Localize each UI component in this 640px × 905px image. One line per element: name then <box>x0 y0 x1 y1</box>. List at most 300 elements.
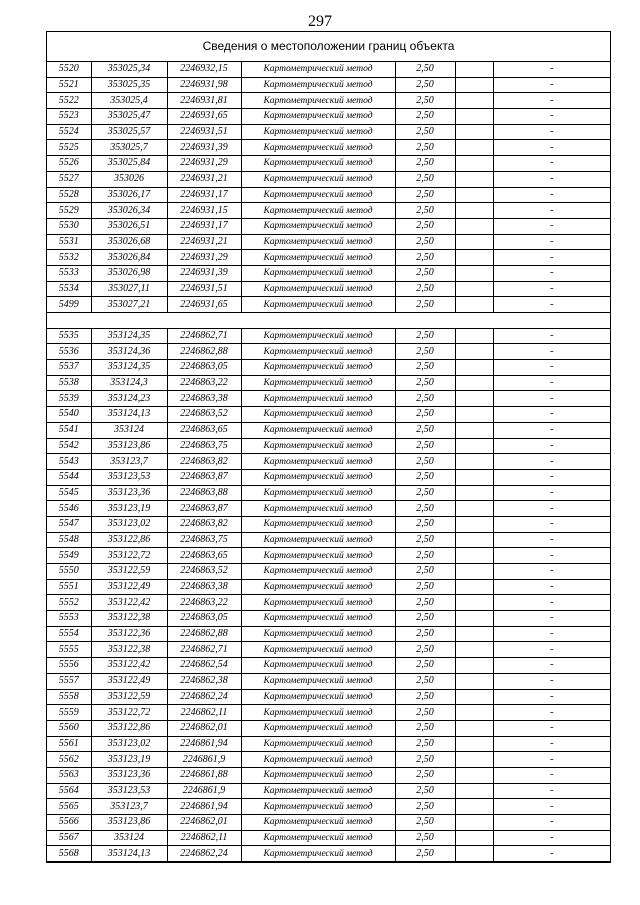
y-coordinate-cell: 2246863,75 <box>167 438 241 454</box>
description-cell: - <box>493 109 610 125</box>
method-cell: Картометрический метод <box>241 297 395 313</box>
point-number-cell: 5520 <box>47 62 91 77</box>
description-cell: - <box>493 171 610 187</box>
point-number-cell: 5530 <box>47 218 91 234</box>
empty-cell <box>455 218 493 234</box>
method-cell: Картометрический метод <box>241 579 395 595</box>
point-number-cell: 5538 <box>47 375 91 391</box>
accuracy-cell: 2,50 <box>395 485 455 501</box>
x-coordinate-cell: 353027,21 <box>91 297 167 313</box>
empty-cell <box>455 548 493 564</box>
table-row <box>47 281 610 297</box>
method-cell: Картометрический метод <box>241 767 395 783</box>
accuracy-cell: 2,50 <box>395 187 455 203</box>
point-number-cell: 5545 <box>47 485 91 501</box>
description-cell: - <box>493 516 610 532</box>
description-cell: - <box>493 203 610 219</box>
y-coordinate-cell: 2246863,38 <box>167 579 241 595</box>
point-number-cell: 5555 <box>47 642 91 658</box>
accuracy-cell: 2,50 <box>395 579 455 595</box>
table-row <box>47 689 610 705</box>
empty-cell <box>455 485 493 501</box>
x-coordinate-cell: 353025,4 <box>91 93 167 109</box>
accuracy-cell: 2,50 <box>395 391 455 407</box>
x-coordinate-cell: 353026,17 <box>91 187 167 203</box>
y-coordinate-cell: 2246863,22 <box>167 375 241 391</box>
x-coordinate-cell: 353123,53 <box>91 469 167 485</box>
table-row <box>47 548 610 564</box>
description-cell: - <box>493 218 610 234</box>
empty-cell <box>455 156 493 172</box>
description-cell: - <box>493 375 610 391</box>
point-number-cell: 5567 <box>47 830 91 846</box>
description-cell: - <box>493 156 610 172</box>
y-coordinate-cell: 2246863,38 <box>167 391 241 407</box>
x-coordinate-cell: 353026,51 <box>91 218 167 234</box>
point-number-cell: 5499 <box>47 297 91 313</box>
point-number-cell: 5556 <box>47 658 91 674</box>
accuracy-cell: 2,50 <box>395 140 455 156</box>
point-number-cell: 5527 <box>47 171 91 187</box>
y-coordinate-cell: 2246862,11 <box>167 705 241 721</box>
table-row <box>47 234 610 250</box>
x-coordinate-cell: 353124 <box>91 830 167 846</box>
x-coordinate-cell: 353025,7 <box>91 140 167 156</box>
y-coordinate-cell: 2246862,88 <box>167 626 241 642</box>
description-cell: - <box>493 658 610 674</box>
y-coordinate-cell: 2246863,87 <box>167 501 241 517</box>
empty-cell <box>455 720 493 736</box>
empty-cell <box>455 171 493 187</box>
accuracy-cell: 2,50 <box>395 250 455 266</box>
y-coordinate-cell: 2246931,51 <box>167 281 241 297</box>
accuracy-cell: 2,50 <box>395 328 455 344</box>
empty-cell <box>455 140 493 156</box>
method-cell: Картометрический метод <box>241 626 395 642</box>
y-coordinate-cell: 2246931,17 <box>167 187 241 203</box>
accuracy-cell: 2,50 <box>395 767 455 783</box>
method-cell: Картометрический метод <box>241 454 395 470</box>
x-coordinate-cell: 353026,84 <box>91 250 167 266</box>
x-coordinate-cell: 353124 <box>91 422 167 438</box>
method-cell: Картометрический метод <box>241 485 395 501</box>
x-coordinate-cell: 353122,72 <box>91 548 167 564</box>
empty-cell <box>455 501 493 517</box>
method-cell: Картометрический метод <box>241 140 395 156</box>
method-cell: Картометрический метод <box>241 171 395 187</box>
accuracy-cell: 2,50 <box>395 783 455 799</box>
accuracy-cell: 2,50 <box>395 375 455 391</box>
section-title: Сведения о местоположении границ объекта <box>47 32 610 62</box>
accuracy-cell: 2,50 <box>395 218 455 234</box>
table-row <box>47 328 610 344</box>
y-coordinate-cell: 2246863,05 <box>167 611 241 627</box>
x-coordinate-cell: 353123,02 <box>91 516 167 532</box>
description-cell: - <box>493 720 610 736</box>
method-cell: Картометрический метод <box>241 846 395 862</box>
method-cell: Картометрический метод <box>241 830 395 846</box>
x-coordinate-cell: 353123,86 <box>91 815 167 831</box>
table-row <box>47 736 610 752</box>
accuracy-cell: 2,50 <box>395 595 455 611</box>
empty-cell <box>455 265 493 281</box>
y-coordinate-cell: 2246931,15 <box>167 203 241 219</box>
x-coordinate-cell: 353122,49 <box>91 673 167 689</box>
method-cell: Картометрический метод <box>241 658 395 674</box>
x-coordinate-cell: 353122,49 <box>91 579 167 595</box>
description-cell: - <box>493 250 610 266</box>
point-number-cell: 5558 <box>47 689 91 705</box>
table-row <box>47 532 610 548</box>
empty-cell <box>455 124 493 140</box>
y-coordinate-cell: 2246863,52 <box>167 407 241 423</box>
empty-cell <box>455 344 493 360</box>
description-cell: - <box>493 548 610 564</box>
x-coordinate-cell: 353027,11 <box>91 281 167 297</box>
x-coordinate-cell: 353122,42 <box>91 658 167 674</box>
description-cell: - <box>493 469 610 485</box>
accuracy-cell: 2,50 <box>395 720 455 736</box>
empty-cell <box>455 203 493 219</box>
point-number-cell: 5529 <box>47 203 91 219</box>
y-coordinate-cell: 2246931,29 <box>167 156 241 172</box>
description-cell: - <box>493 328 610 344</box>
method-cell: Картометрический метод <box>241 281 395 297</box>
point-number-cell: 5550 <box>47 564 91 580</box>
empty-cell <box>455 799 493 815</box>
x-coordinate-cell: 353026,34 <box>91 203 167 219</box>
table-row <box>47 344 610 360</box>
accuracy-cell: 2,50 <box>395 265 455 281</box>
y-coordinate-cell: 2246931,65 <box>167 297 241 313</box>
table-row <box>47 783 610 799</box>
point-number-cell: 5551 <box>47 579 91 595</box>
y-coordinate-cell: 2246863,82 <box>167 454 241 470</box>
x-coordinate-cell: 353123,7 <box>91 454 167 470</box>
point-number-cell: 5524 <box>47 124 91 140</box>
y-coordinate-cell: 2246931,29 <box>167 250 241 266</box>
empty-cell <box>455 187 493 203</box>
description-cell: - <box>493 438 610 454</box>
point-number-cell: 5547 <box>47 516 91 532</box>
accuracy-cell: 2,50 <box>395 93 455 109</box>
empty-cell <box>455 705 493 721</box>
empty-cell <box>455 564 493 580</box>
point-number-cell: 5561 <box>47 736 91 752</box>
accuracy-cell: 2,50 <box>395 626 455 642</box>
point-number-cell: 5522 <box>47 93 91 109</box>
x-coordinate-cell: 353124,3 <box>91 375 167 391</box>
method-cell: Картометрический метод <box>241 93 395 109</box>
accuracy-cell: 2,50 <box>395 281 455 297</box>
accuracy-cell: 2,50 <box>395 799 455 815</box>
point-number-cell: 5563 <box>47 767 91 783</box>
method-cell: Картометрический метод <box>241 422 395 438</box>
y-coordinate-cell: 2246862,24 <box>167 846 241 862</box>
empty-cell <box>455 281 493 297</box>
x-coordinate-cell: 353025,47 <box>91 109 167 125</box>
method-cell: Картометрический метод <box>241 532 395 548</box>
method-cell: Картометрический метод <box>241 799 395 815</box>
method-cell: Картометрический метод <box>241 611 395 627</box>
y-coordinate-cell: 2246932,15 <box>167 62 241 77</box>
accuracy-cell: 2,50 <box>395 815 455 831</box>
x-coordinate-cell: 353124,35 <box>91 360 167 376</box>
description-cell: - <box>493 689 610 705</box>
method-cell: Картометрический метод <box>241 124 395 140</box>
y-coordinate-cell: 2246931,21 <box>167 171 241 187</box>
method-cell: Картометрический метод <box>241 187 395 203</box>
table-row <box>47 767 610 783</box>
description-cell: - <box>493 124 610 140</box>
empty-cell <box>455 752 493 768</box>
method-cell: Картометрический метод <box>241 407 395 423</box>
accuracy-cell: 2,50 <box>395 532 455 548</box>
point-number-cell: 5564 <box>47 783 91 799</box>
accuracy-cell: 2,50 <box>395 297 455 313</box>
description-cell: - <box>493 187 610 203</box>
table-row <box>47 375 610 391</box>
description-cell: - <box>493 799 610 815</box>
table-row <box>47 611 610 627</box>
description-cell: - <box>493 815 610 831</box>
table-row <box>47 469 610 485</box>
point-number-cell: 5534 <box>47 281 91 297</box>
method-cell: Картометрический метод <box>241 109 395 125</box>
y-coordinate-cell: 2246931,39 <box>167 140 241 156</box>
table-row <box>47 846 610 862</box>
x-coordinate-cell: 353026,98 <box>91 265 167 281</box>
method-cell: Картометрический метод <box>241 360 395 376</box>
point-number-cell: 5542 <box>47 438 91 454</box>
empty-cell <box>455 846 493 862</box>
method-cell: Картометрический метод <box>241 736 395 752</box>
point-number-cell: 5554 <box>47 626 91 642</box>
empty-cell <box>455 815 493 831</box>
description-cell: - <box>493 297 610 313</box>
x-coordinate-cell: 353025,34 <box>91 62 167 77</box>
description-cell: - <box>493 265 610 281</box>
x-coordinate-cell: 353025,84 <box>91 156 167 172</box>
y-coordinate-cell: 2246862,01 <box>167 720 241 736</box>
y-coordinate-cell: 2246861,94 <box>167 736 241 752</box>
coordinates-table <box>47 62 610 862</box>
boundary-table-sheet <box>46 31 611 863</box>
method-cell: Картометрический метод <box>241 689 395 705</box>
method-cell: Картометрический метод <box>241 344 395 360</box>
x-coordinate-cell: 353123,36 <box>91 767 167 783</box>
table-row <box>47 705 610 721</box>
empty-cell <box>455 93 493 109</box>
table-row <box>47 658 610 674</box>
x-coordinate-cell: 353124,13 <box>91 846 167 862</box>
y-coordinate-cell: 2246862,01 <box>167 815 241 831</box>
point-number-cell: 5565 <box>47 799 91 815</box>
y-coordinate-cell: 2246931,51 <box>167 124 241 140</box>
point-number-cell: 5536 <box>47 344 91 360</box>
table-row <box>47 642 610 658</box>
empty-cell <box>455 109 493 125</box>
table-row <box>47 93 610 109</box>
point-number-cell: 5523 <box>47 109 91 125</box>
description-cell: - <box>493 281 610 297</box>
method-cell: Картометрический метод <box>241 595 395 611</box>
description-cell: - <box>493 485 610 501</box>
x-coordinate-cell: 353123,36 <box>91 485 167 501</box>
x-coordinate-cell: 353123,19 <box>91 752 167 768</box>
y-coordinate-cell: 2246863,82 <box>167 516 241 532</box>
y-coordinate-cell: 2246931,39 <box>167 265 241 281</box>
table-row <box>47 516 610 532</box>
method-cell: Картометрический метод <box>241 673 395 689</box>
point-number-cell: 5552 <box>47 595 91 611</box>
description-cell: - <box>493 391 610 407</box>
y-coordinate-cell: 2246863,75 <box>167 532 241 548</box>
empty-cell <box>455 234 493 250</box>
method-cell: Картометрический метод <box>241 705 395 721</box>
empty-cell <box>455 830 493 846</box>
table-row <box>47 109 610 125</box>
table-row <box>47 815 610 831</box>
x-coordinate-cell: 353124,36 <box>91 344 167 360</box>
description-cell: - <box>493 564 610 580</box>
y-coordinate-cell: 2246931,21 <box>167 234 241 250</box>
description-cell: - <box>493 626 610 642</box>
empty-cell <box>455 532 493 548</box>
table-row <box>47 830 610 846</box>
table-row <box>47 187 610 203</box>
description-cell: - <box>493 830 610 846</box>
empty-cell <box>455 391 493 407</box>
y-coordinate-cell: 2246862,11 <box>167 830 241 846</box>
empty-cell <box>455 77 493 93</box>
point-number-cell: 5539 <box>47 391 91 407</box>
y-coordinate-cell: 2246863,05 <box>167 360 241 376</box>
method-cell: Картометрический метод <box>241 501 395 517</box>
description-cell: - <box>493 344 610 360</box>
table-row <box>47 799 610 815</box>
empty-cell <box>455 250 493 266</box>
table-row <box>47 77 610 93</box>
method-cell: Картометрический метод <box>241 815 395 831</box>
empty-cell <box>455 407 493 423</box>
empty-cell <box>455 62 493 77</box>
page-number: 297 <box>308 13 332 30</box>
empty-cell <box>455 438 493 454</box>
empty-cell <box>455 767 493 783</box>
empty-cell <box>455 297 493 313</box>
method-cell: Картометрический метод <box>241 265 395 281</box>
accuracy-cell: 2,50 <box>395 564 455 580</box>
group-separator-row <box>47 313 610 329</box>
empty-cell <box>455 673 493 689</box>
description-cell: - <box>493 422 610 438</box>
point-number-cell: 5546 <box>47 501 91 517</box>
y-coordinate-cell: 2246862,71 <box>167 642 241 658</box>
accuracy-cell: 2,50 <box>395 501 455 517</box>
y-coordinate-cell: 2246862,71 <box>167 328 241 344</box>
empty-cell <box>455 579 493 595</box>
description-cell: - <box>493 611 610 627</box>
empty-cell <box>455 658 493 674</box>
table-row <box>47 360 610 376</box>
empty-cell <box>455 642 493 658</box>
table-row <box>47 720 610 736</box>
accuracy-cell: 2,50 <box>395 344 455 360</box>
accuracy-cell: 2,50 <box>395 516 455 532</box>
point-number-cell: 5557 <box>47 673 91 689</box>
method-cell: Картометрический метод <box>241 375 395 391</box>
accuracy-cell: 2,50 <box>395 407 455 423</box>
point-number-cell: 5543 <box>47 454 91 470</box>
y-coordinate-cell: 2246863,52 <box>167 564 241 580</box>
x-coordinate-cell: 353123,86 <box>91 438 167 454</box>
x-coordinate-cell: 353123,53 <box>91 783 167 799</box>
description-cell: - <box>493 846 610 862</box>
accuracy-cell: 2,50 <box>395 124 455 140</box>
x-coordinate-cell: 353026,68 <box>91 234 167 250</box>
y-coordinate-cell: 2246862,88 <box>167 344 241 360</box>
accuracy-cell: 2,50 <box>395 736 455 752</box>
point-number-cell: 5535 <box>47 328 91 344</box>
table-row <box>47 485 610 501</box>
method-cell: Картометрический метод <box>241 783 395 799</box>
description-cell: - <box>493 501 610 517</box>
empty-cell <box>455 595 493 611</box>
y-coordinate-cell: 2246861,94 <box>167 799 241 815</box>
y-coordinate-cell: 2246863,65 <box>167 422 241 438</box>
empty-cell <box>455 516 493 532</box>
empty-cell <box>455 783 493 799</box>
accuracy-cell: 2,50 <box>395 830 455 846</box>
y-coordinate-cell: 2246862,24 <box>167 689 241 705</box>
empty-cell <box>455 375 493 391</box>
table-row <box>47 626 610 642</box>
method-cell: Картометрический метод <box>241 218 395 234</box>
point-number-cell: 5531 <box>47 234 91 250</box>
point-number-cell: 5568 <box>47 846 91 862</box>
x-coordinate-cell: 353123,7 <box>91 799 167 815</box>
table-row <box>47 156 610 172</box>
y-coordinate-cell: 2246931,17 <box>167 218 241 234</box>
description-cell: - <box>493 783 610 799</box>
accuracy-cell: 2,50 <box>395 109 455 125</box>
table-row <box>47 673 610 689</box>
description-cell: - <box>493 642 610 658</box>
method-cell: Картометрический метод <box>241 469 395 485</box>
description-cell: - <box>493 454 610 470</box>
method-cell: Картометрический метод <box>241 720 395 736</box>
empty-cell <box>455 328 493 344</box>
description-cell: - <box>493 673 610 689</box>
empty-cell <box>455 422 493 438</box>
accuracy-cell: 2,50 <box>395 752 455 768</box>
point-number-cell: 5541 <box>47 422 91 438</box>
point-number-cell: 5533 <box>47 265 91 281</box>
point-number-cell: 5544 <box>47 469 91 485</box>
accuracy-cell: 2,50 <box>395 171 455 187</box>
x-coordinate-cell: 353124,35 <box>91 328 167 344</box>
table-row <box>47 407 610 423</box>
table-row <box>47 422 610 438</box>
point-number-cell: 5537 <box>47 360 91 376</box>
method-cell: Картометрический метод <box>241 642 395 658</box>
x-coordinate-cell: 353124,23 <box>91 391 167 407</box>
description-cell: - <box>493 752 610 768</box>
y-coordinate-cell: 2246861,9 <box>167 783 241 799</box>
description-cell: - <box>493 234 610 250</box>
empty-cell <box>455 454 493 470</box>
